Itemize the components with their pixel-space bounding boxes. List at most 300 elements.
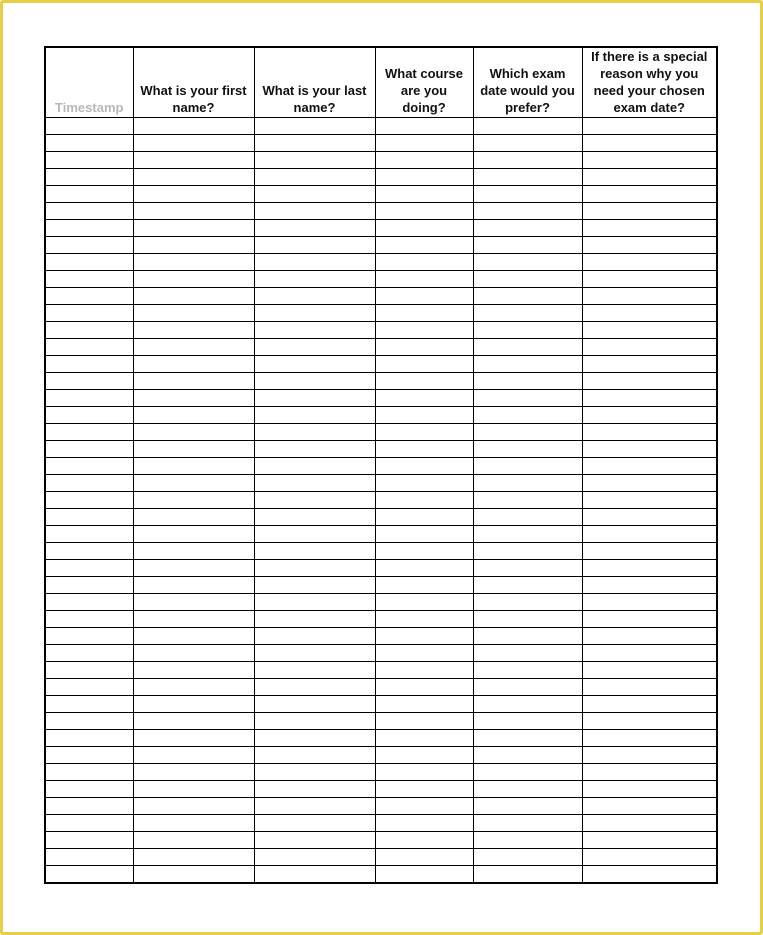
- table-cell[interactable]: [46, 407, 133, 424]
- table-cell[interactable]: [582, 594, 716, 611]
- table-cell[interactable]: [46, 339, 133, 356]
- table-cell[interactable]: [582, 492, 716, 509]
- table-cell[interactable]: [582, 271, 716, 288]
- table-cell[interactable]: [254, 679, 375, 696]
- header-special-reason: If there is a special reason why you need your chosen exam date?: [582, 48, 716, 118]
- table-cell[interactable]: [582, 424, 716, 441]
- table-cell[interactable]: [46, 815, 133, 832]
- table-row: [46, 390, 716, 407]
- table-cell[interactable]: [254, 441, 375, 458]
- table-cell[interactable]: [254, 866, 375, 883]
- table-cell[interactable]: [375, 815, 473, 832]
- table-cell[interactable]: [375, 271, 473, 288]
- table-cell[interactable]: [133, 730, 254, 747]
- table-cell[interactable]: [473, 203, 582, 220]
- table-cell[interactable]: [46, 458, 133, 475]
- table-cell[interactable]: [254, 832, 375, 849]
- table-cell[interactable]: [582, 373, 716, 390]
- table-cell[interactable]: [254, 645, 375, 662]
- table-cell[interactable]: [254, 390, 375, 407]
- table-row: [46, 798, 716, 815]
- table-cell[interactable]: [582, 288, 716, 305]
- table-cell[interactable]: [46, 781, 133, 798]
- table-cell[interactable]: [46, 645, 133, 662]
- table-cell[interactable]: [46, 747, 133, 764]
- header-first-name: What is your first name?: [133, 48, 254, 118]
- table-cell[interactable]: [133, 373, 254, 390]
- table-cell[interactable]: [133, 526, 254, 543]
- table-cell[interactable]: [473, 849, 582, 866]
- table-cell[interactable]: [133, 866, 254, 883]
- table-cell[interactable]: [254, 543, 375, 560]
- table-cell[interactable]: [254, 747, 375, 764]
- table-cell[interactable]: [582, 356, 716, 373]
- table-cell[interactable]: [133, 271, 254, 288]
- table-cell[interactable]: [46, 764, 133, 781]
- table-cell[interactable]: [473, 186, 582, 203]
- table-cell[interactable]: [473, 356, 582, 373]
- table-cell[interactable]: [46, 492, 133, 509]
- table-cell[interactable]: [46, 220, 133, 237]
- table-cell[interactable]: [582, 832, 716, 849]
- table-cell[interactable]: [254, 152, 375, 169]
- table-cell[interactable]: [133, 356, 254, 373]
- table-cell[interactable]: [133, 798, 254, 815]
- table-cell[interactable]: [46, 849, 133, 866]
- table-cell[interactable]: [375, 186, 473, 203]
- table-cell[interactable]: [46, 526, 133, 543]
- table-cell[interactable]: [473, 339, 582, 356]
- table-row: [46, 730, 716, 747]
- table-cell[interactable]: [375, 696, 473, 713]
- table-cell[interactable]: [46, 254, 133, 271]
- table-row: [46, 288, 716, 305]
- table-cell[interactable]: [582, 679, 716, 696]
- table-cell[interactable]: [375, 407, 473, 424]
- table-cell[interactable]: [473, 526, 582, 543]
- table-cell[interactable]: [46, 373, 133, 390]
- table-cell[interactable]: [375, 288, 473, 305]
- table-cell[interactable]: [254, 492, 375, 509]
- table-cell[interactable]: [46, 628, 133, 645]
- table-cell[interactable]: [582, 305, 716, 322]
- table-cell[interactable]: [133, 764, 254, 781]
- table-cell[interactable]: [473, 815, 582, 832]
- table-cell[interactable]: [582, 526, 716, 543]
- table-cell[interactable]: [582, 645, 716, 662]
- table-cell[interactable]: [582, 390, 716, 407]
- table-cell[interactable]: [133, 169, 254, 186]
- table-cell[interactable]: [133, 781, 254, 798]
- table-cell[interactable]: [254, 288, 375, 305]
- table-cell[interactable]: [133, 475, 254, 492]
- table-cell[interactable]: [133, 152, 254, 169]
- table-cell[interactable]: [46, 594, 133, 611]
- table-cell[interactable]: [473, 271, 582, 288]
- table-cell[interactable]: [473, 152, 582, 169]
- table-cell[interactable]: [375, 356, 473, 373]
- table-cell[interactable]: [133, 832, 254, 849]
- table-cell[interactable]: [582, 560, 716, 577]
- table-row: [46, 407, 716, 424]
- table-cell[interactable]: [473, 288, 582, 305]
- table-cell[interactable]: [46, 662, 133, 679]
- table-cell[interactable]: [46, 390, 133, 407]
- table-cell[interactable]: [133, 560, 254, 577]
- table-cell[interactable]: [582, 254, 716, 271]
- table-cell[interactable]: [254, 339, 375, 356]
- table-cell[interactable]: [46, 543, 133, 560]
- table-cell[interactable]: [133, 305, 254, 322]
- table-cell[interactable]: [46, 424, 133, 441]
- table-cell[interactable]: [46, 798, 133, 815]
- table-cell[interactable]: [46, 237, 133, 254]
- header-course: What course are you doing?: [375, 48, 473, 118]
- table-row: [46, 696, 716, 713]
- table-cell[interactable]: [582, 203, 716, 220]
- table-cell[interactable]: [375, 798, 473, 815]
- table-cell[interactable]: [133, 186, 254, 203]
- table-cell[interactable]: [133, 662, 254, 679]
- table-cell[interactable]: [375, 730, 473, 747]
- table-cell[interactable]: [582, 849, 716, 866]
- table-cell[interactable]: [133, 815, 254, 832]
- table-cell[interactable]: [254, 373, 375, 390]
- table-cell[interactable]: [375, 237, 473, 254]
- table-cell[interactable]: [375, 118, 473, 135]
- table-cell[interactable]: [473, 237, 582, 254]
- table-cell[interactable]: [46, 118, 133, 135]
- table-cell[interactable]: [375, 645, 473, 662]
- table-cell[interactable]: [375, 458, 473, 475]
- table-cell[interactable]: [375, 152, 473, 169]
- table-cell[interactable]: [375, 747, 473, 764]
- table-cell[interactable]: [473, 305, 582, 322]
- table-cell[interactable]: [254, 628, 375, 645]
- table-cell[interactable]: [375, 390, 473, 407]
- table-cell[interactable]: [473, 118, 582, 135]
- table-cell[interactable]: [133, 492, 254, 509]
- table-cell[interactable]: [582, 220, 716, 237]
- table-row: [46, 135, 716, 152]
- table-cell[interactable]: [582, 696, 716, 713]
- table-cell[interactable]: [46, 356, 133, 373]
- table-cell[interactable]: [46, 169, 133, 186]
- table-cell[interactable]: [582, 628, 716, 645]
- table-cell[interactable]: [133, 288, 254, 305]
- table-cell[interactable]: [46, 509, 133, 526]
- table-cell[interactable]: [133, 628, 254, 645]
- table-cell[interactable]: [46, 271, 133, 288]
- table-cell[interactable]: [582, 441, 716, 458]
- table-row: [46, 526, 716, 543]
- table-cell[interactable]: [582, 186, 716, 203]
- table-cell[interactable]: [473, 475, 582, 492]
- table-cell[interactable]: [582, 169, 716, 186]
- table-cell[interactable]: [473, 747, 582, 764]
- table-cell[interactable]: [582, 798, 716, 815]
- table-cell[interactable]: [473, 645, 582, 662]
- table-cell[interactable]: [46, 305, 133, 322]
- table-cell[interactable]: [254, 356, 375, 373]
- table-cell[interactable]: [133, 441, 254, 458]
- table-cell[interactable]: [133, 203, 254, 220]
- table-cell[interactable]: [582, 407, 716, 424]
- table-body: [46, 118, 716, 883]
- table-cell[interactable]: [254, 118, 375, 135]
- table-row: [46, 713, 716, 730]
- table-cell[interactable]: [473, 543, 582, 560]
- table-row: [46, 305, 716, 322]
- table-cell[interactable]: [375, 441, 473, 458]
- form-sheet: [44, 46, 718, 884]
- table-cell[interactable]: [46, 730, 133, 747]
- table-cell[interactable]: [46, 560, 133, 577]
- table-cell[interactable]: [254, 237, 375, 254]
- table-cell[interactable]: [582, 815, 716, 832]
- table-cell[interactable]: [133, 849, 254, 866]
- table-cell[interactable]: [582, 135, 716, 152]
- table-cell[interactable]: [133, 679, 254, 696]
- table-cell[interactable]: [46, 866, 133, 883]
- table-cell[interactable]: [582, 713, 716, 730]
- table-cell[interactable]: [582, 475, 716, 492]
- table-cell[interactable]: [254, 696, 375, 713]
- table-cell[interactable]: [375, 764, 473, 781]
- table-cell[interactable]: [582, 118, 716, 135]
- table-cell[interactable]: [375, 543, 473, 560]
- table-cell[interactable]: [254, 798, 375, 815]
- table-cell[interactable]: [254, 764, 375, 781]
- table-row: [46, 781, 716, 798]
- table-cell[interactable]: [473, 169, 582, 186]
- table-cell[interactable]: [254, 186, 375, 203]
- table-cell[interactable]: [375, 135, 473, 152]
- table-cell[interactable]: [133, 254, 254, 271]
- table-row: [46, 594, 716, 611]
- table-cell[interactable]: [133, 458, 254, 475]
- table-cell[interactable]: [473, 492, 582, 509]
- table-row: [46, 373, 716, 390]
- table-cell[interactable]: [133, 645, 254, 662]
- table-cell[interactable]: [46, 611, 133, 628]
- table-cell[interactable]: [375, 339, 473, 356]
- table-cell[interactable]: [254, 849, 375, 866]
- table-cell[interactable]: [133, 135, 254, 152]
- table-row: [46, 322, 716, 339]
- table-cell[interactable]: [473, 798, 582, 815]
- table-cell[interactable]: [133, 407, 254, 424]
- table-cell[interactable]: [473, 560, 582, 577]
- table-cell[interactable]: [254, 713, 375, 730]
- table-cell[interactable]: [375, 611, 473, 628]
- table-cell[interactable]: [473, 373, 582, 390]
- table-cell[interactable]: [46, 186, 133, 203]
- table-cell[interactable]: [473, 441, 582, 458]
- table-cell[interactable]: [473, 577, 582, 594]
- table-cell[interactable]: [473, 254, 582, 271]
- table-cell[interactable]: [375, 169, 473, 186]
- table-cell[interactable]: [582, 577, 716, 594]
- table-cell[interactable]: [473, 696, 582, 713]
- table-cell[interactable]: [375, 254, 473, 271]
- table-cell[interactable]: [46, 152, 133, 169]
- table-cell[interactable]: [582, 866, 716, 883]
- table-cell[interactable]: [133, 713, 254, 730]
- table-cell[interactable]: [254, 730, 375, 747]
- table-cell[interactable]: [375, 628, 473, 645]
- table-cell[interactable]: [133, 696, 254, 713]
- table-cell[interactable]: [375, 322, 473, 339]
- table-row: [46, 832, 716, 849]
- table-cell[interactable]: [375, 781, 473, 798]
- table-cell[interactable]: [375, 220, 473, 237]
- table-cell[interactable]: [254, 271, 375, 288]
- table-row: [46, 152, 716, 169]
- table-cell[interactable]: [473, 662, 582, 679]
- table-cell[interactable]: [473, 713, 582, 730]
- table-cell[interactable]: [254, 203, 375, 220]
- table-cell[interactable]: [254, 815, 375, 832]
- table-cell[interactable]: [375, 594, 473, 611]
- table-cell[interactable]: [46, 679, 133, 696]
- table-cell[interactable]: [133, 577, 254, 594]
- table-cell[interactable]: [46, 288, 133, 305]
- table-cell[interactable]: [473, 730, 582, 747]
- table-cell[interactable]: [375, 475, 473, 492]
- table-cell[interactable]: [582, 662, 716, 679]
- table-cell[interactable]: [375, 713, 473, 730]
- table-cell[interactable]: [473, 628, 582, 645]
- table-cell[interactable]: [254, 407, 375, 424]
- table-cell[interactable]: [375, 203, 473, 220]
- table-cell[interactable]: [46, 832, 133, 849]
- table-cell[interactable]: [254, 611, 375, 628]
- table-cell[interactable]: [473, 679, 582, 696]
- table-cell[interactable]: [473, 220, 582, 237]
- table-cell[interactable]: [582, 152, 716, 169]
- table-cell[interactable]: [582, 322, 716, 339]
- table-cell[interactable]: [254, 662, 375, 679]
- table-row: [46, 849, 716, 866]
- table-cell[interactable]: [254, 560, 375, 577]
- table-cell[interactable]: [375, 373, 473, 390]
- table-cell[interactable]: [582, 509, 716, 526]
- table-cell[interactable]: [375, 832, 473, 849]
- table-cell[interactable]: [46, 203, 133, 220]
- table-cell[interactable]: [254, 254, 375, 271]
- table-cell[interactable]: [46, 577, 133, 594]
- table-cell[interactable]: [473, 866, 582, 883]
- table-cell[interactable]: [254, 526, 375, 543]
- table-cell[interactable]: [582, 458, 716, 475]
- table-cell[interactable]: [133, 237, 254, 254]
- table-cell[interactable]: [473, 424, 582, 441]
- table-cell[interactable]: [254, 458, 375, 475]
- table-cell[interactable]: [375, 526, 473, 543]
- table-cell[interactable]: [133, 118, 254, 135]
- table-cell[interactable]: [473, 509, 582, 526]
- table-cell[interactable]: [254, 322, 375, 339]
- table-cell[interactable]: [375, 492, 473, 509]
- table-cell[interactable]: [473, 611, 582, 628]
- table-cell[interactable]: [582, 781, 716, 798]
- table-cell[interactable]: [473, 594, 582, 611]
- table-cell[interactable]: [375, 866, 473, 883]
- table-cell[interactable]: [582, 543, 716, 560]
- table-cell[interactable]: [46, 135, 133, 152]
- table-cell[interactable]: [133, 747, 254, 764]
- table-cell[interactable]: [46, 322, 133, 339]
- table-row: [46, 509, 716, 526]
- table-cell[interactable]: [375, 509, 473, 526]
- table-cell[interactable]: [582, 237, 716, 254]
- table-cell[interactable]: [133, 594, 254, 611]
- table-cell[interactable]: [133, 322, 254, 339]
- table-cell[interactable]: [473, 832, 582, 849]
- table-cell[interactable]: [473, 458, 582, 475]
- table-cell[interactable]: [582, 764, 716, 781]
- table-cell[interactable]: [254, 220, 375, 237]
- table-cell[interactable]: [375, 662, 473, 679]
- table-cell[interactable]: [375, 560, 473, 577]
- table-cell[interactable]: [133, 424, 254, 441]
- table-cell[interactable]: [582, 747, 716, 764]
- table-cell[interactable]: [254, 424, 375, 441]
- table-cell[interactable]: [375, 424, 473, 441]
- table-cell[interactable]: [133, 509, 254, 526]
- table-cell[interactable]: [254, 305, 375, 322]
- table-cell[interactable]: [254, 135, 375, 152]
- table-cell[interactable]: [46, 475, 133, 492]
- table-row: [46, 220, 716, 237]
- table-cell[interactable]: [473, 407, 582, 424]
- table-cell[interactable]: [254, 509, 375, 526]
- table-cell[interactable]: [133, 390, 254, 407]
- table-cell[interactable]: [133, 220, 254, 237]
- table-cell[interactable]: [473, 322, 582, 339]
- table-cell[interactable]: [133, 611, 254, 628]
- table-cell[interactable]: [46, 696, 133, 713]
- table-cell[interactable]: [582, 730, 716, 747]
- table-cell[interactable]: [133, 339, 254, 356]
- table-cell[interactable]: [254, 594, 375, 611]
- table-cell[interactable]: [582, 611, 716, 628]
- table-row: [46, 424, 716, 441]
- table-cell[interactable]: [46, 441, 133, 458]
- table-row: [46, 441, 716, 458]
- header-row: [46, 48, 716, 118]
- table-cell[interactable]: [582, 339, 716, 356]
- table-row: [46, 356, 716, 373]
- table-cell[interactable]: [473, 781, 582, 798]
- table-cell[interactable]: [375, 679, 473, 696]
- table-cell[interactable]: [375, 849, 473, 866]
- table-cell[interactable]: [473, 390, 582, 407]
- table-cell[interactable]: [254, 781, 375, 798]
- table-cell[interactable]: [133, 543, 254, 560]
- table-cell[interactable]: [473, 135, 582, 152]
- table-cell[interactable]: [254, 169, 375, 186]
- table-cell[interactable]: [375, 577, 473, 594]
- table-cell[interactable]: [254, 475, 375, 492]
- table-cell[interactable]: [375, 305, 473, 322]
- table-cell[interactable]: [473, 764, 582, 781]
- table-row: [46, 118, 716, 135]
- table-cell[interactable]: [254, 577, 375, 594]
- table-row: [46, 169, 716, 186]
- table-cell[interactable]: [46, 713, 133, 730]
